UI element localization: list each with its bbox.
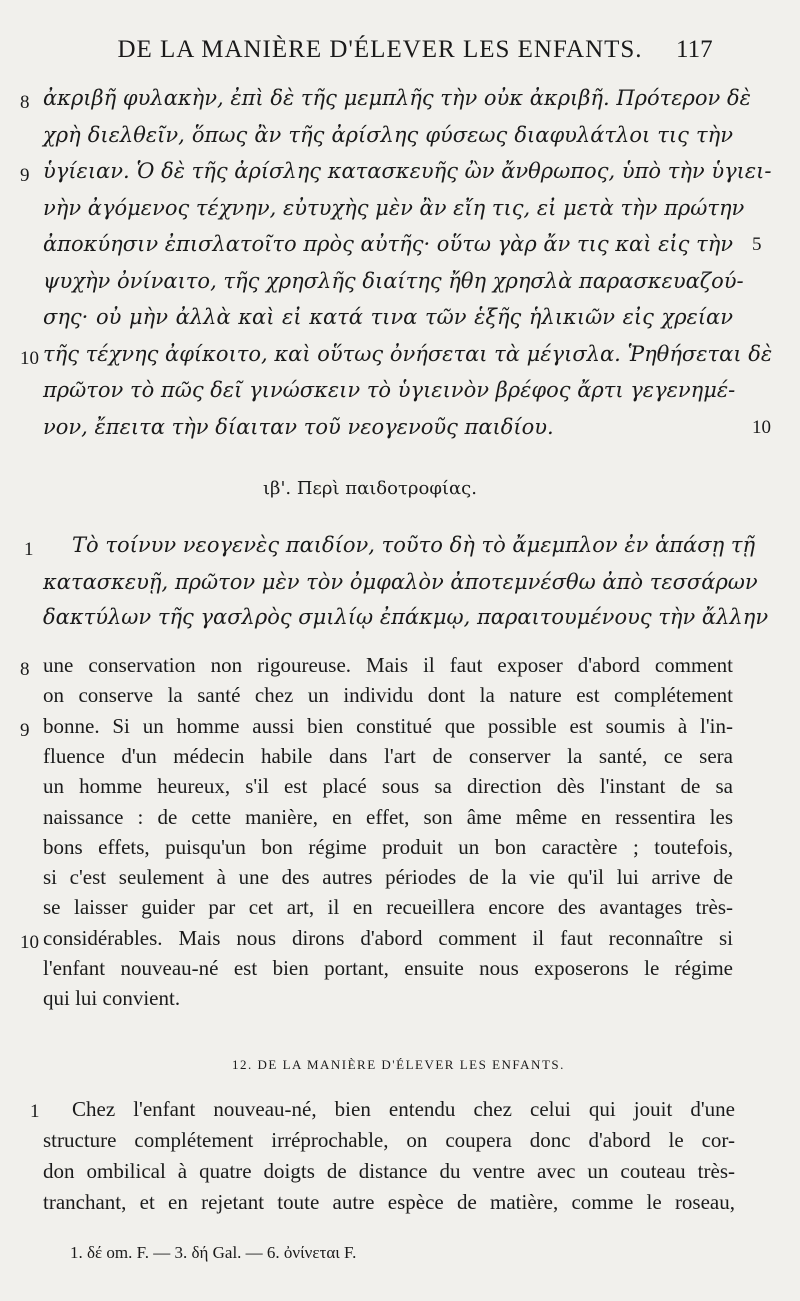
french-line: l'enfant nouveau-né est bien portant, ensuite nous exposerons le régime	[43, 956, 733, 980]
greek-section-title: ιβ'. Περὶ παιδοτροφίας.	[263, 478, 477, 499]
line-number-left: 9	[20, 165, 30, 186]
french-section-line: tranchant, et en rejetant toute autre espèce de matière, comme le roseau,	[43, 1190, 735, 1214]
greek-line: χρὴ διελθεῖν, ὅπως ἂν τῆς ἀρίσλης φύσεως διαφυλάτλοι τις τὴν	[43, 122, 733, 147]
greek-line: πρῶτον τὸ πῶς δεῖ γινώσκειν τὸ ὑγιεινὸν βρέφος ἄρτι γεγενημέ-	[43, 378, 736, 402]
greek-line: ἀκριβῆ φυλακὴν, ἐπὶ δὲ τῆς μεμπλῆς τὴν οὐκ ἀκριβῆ. Πρότερον δὲ	[43, 86, 751, 110]
line-number-right: 5	[752, 234, 762, 255]
greek-line: ψυχὴν ὀνίναιτο, τῆς χρησλῆς διαίτης ἤθη χρησλὰ παρασκευαζού-	[43, 268, 744, 293]
page-number: 117	[676, 36, 713, 63]
greek-line: τῆς τέχνης ἀφίκοιτο, καὶ οὕτως ὀνήσεται τὰ μέγισλα. Ῥηθήσεται δὲ	[43, 341, 773, 366]
french-section-line: structure complétement irréprochable, on coupera donc d'abord le cor-	[43, 1128, 735, 1152]
line-number-left: 10	[20, 347, 39, 369]
french-section-title: 12. DE LA MANIÈRE D'ÉLEVER LES ENFANTS.	[232, 1057, 565, 1072]
line-number-left: 1	[24, 539, 34, 560]
french-section-line: don ombilical à quatre doigts de distance du ventre avec un couteau très-	[43, 1159, 735, 1183]
french-line: si c'est seulement à une des autres périodes de la vie qu'il lui arrive de	[43, 865, 733, 890]
greek-line: νον, ἔπειτα τὴν δίαιταν τοῦ νεογενοῦς παιδίου.	[43, 414, 554, 439]
greek-line: ὑγίειαν. Ὁ δὲ τῆς ἀρίσλης κατασκευῆς ὢν ἄνθρωπος, ὑπὸ τὴν ὑγιει-	[43, 159, 772, 183]
line-number-left: 8	[20, 92, 30, 113]
line-number-left: 10	[20, 931, 39, 953]
french-line: se laisser guider par cet art, il en recueillera encore des avantages très-	[43, 895, 733, 920]
french-line: on conserve la santé chez un individu dont la nature est complétement	[43, 683, 733, 708]
french-line: qui lui convient.	[43, 986, 181, 1011]
french-line: considérables. Mais nous dirons d'abord comment il faut reconnaître si	[43, 925, 733, 950]
greek-line: νὴν ἀγόμενος τέχνην, εὐτυχὴς μὲν ἂν εἴη τις, εἰ μετὰ τὴν πρώτην	[43, 195, 745, 220]
running-header: DE LA MANIÈRE D'ÉLEVER LES ENFANTS.	[117, 36, 643, 63]
line-number-left: 1	[30, 1101, 40, 1122]
greek-line: σης· οὐ μὴν ἀλλὰ καὶ εἰ κατά τινα τῶν ἑξῆς ἡλικιῶν εἰς χρείαν	[43, 305, 733, 329]
french-line: un homme heureux, s'il est placé sous sa direction dès l'instant de sa	[43, 774, 733, 799]
french-line: fluence d'un médecin habile dans l'art de conserver la santé, ce sera	[43, 743, 733, 768]
french-line: bons effets, puisqu'un bon régime produit un bon caractère ; toutefois,	[43, 834, 733, 859]
french-line: une conservation non rigoureuse. Mais il faut exposer d'abord comment	[43, 653, 733, 677]
french-section-line: Chez l'enfant nouveau-né, bien entendu chez celui qui jouit d'une	[72, 1097, 735, 1121]
footnote: 1. δέ om. F. — 3. δή Gal. — 6. ὀνίνεται F.	[70, 1243, 357, 1262]
greek-section-line: Τὸ τοίνυν νεογενὲς παιδίον, τοῦτο δὴ τὸ ἄμεμπλον ἐν ἁπάσῃ τῇ	[72, 533, 756, 557]
greek-section-line: κατασκευῇ, πρῶτον μὲν τὸν ὀμφαλὸν ἀποτεμνέσθω ἀπὸ τεσσάρων	[43, 570, 758, 594]
line-number-right: 10	[752, 416, 771, 438]
line-number-left: 9	[20, 719, 30, 741]
greek-line: ἀποκύησιν ἐπισλατοῖτο πρὸς αὐτῆς· οὕτω γὰρ ἄν τις καὶ εἰς τὴν	[43, 232, 734, 256]
line-number-left: 8	[20, 659, 30, 680]
greek-section-line: δακτύλων τῆς γασλρὸς σμιλίῳ ἐπάκμῳ, παραιτουμένους τὴν ἄλλην	[43, 605, 769, 629]
french-line: naissance : de cette manière, en effet, son âme même en ressentira les	[43, 804, 733, 829]
french-line: bonne. Si un homme aussi bien constitué que possible est soumis à l'in-	[43, 713, 733, 738]
